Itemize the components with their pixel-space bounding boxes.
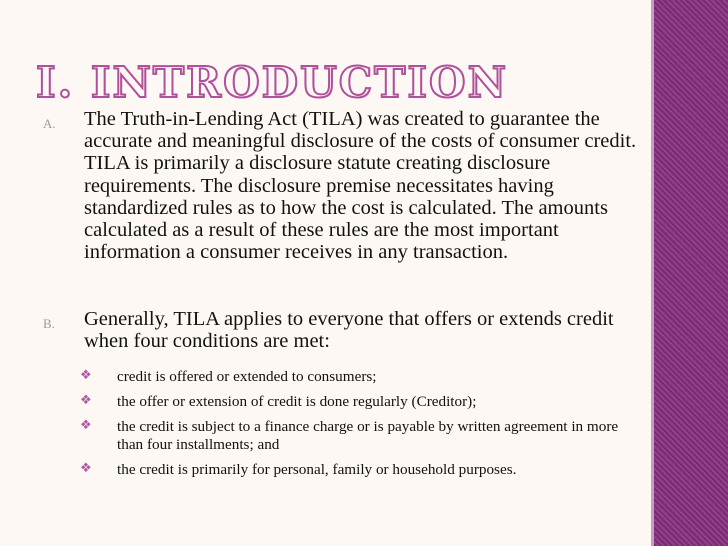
slide-title: I. INTRODUCTION: [36, 58, 509, 107]
diamond-bullet-icon: ❖: [80, 418, 92, 433]
sub-list-item-1-text: credit is offered or extended to consumers;: [117, 368, 377, 385]
diamond-bullet-icon: ❖: [80, 393, 92, 408]
sub-list-item-3-text: the credit is subject to a finance charge or is payable by written agreement in more than four installments; and: [117, 418, 619, 453]
side-band-edge: [651, 0, 654, 546]
list-item-b-text: Generally, TILA applies to everyone that offers or extends credit when four conditions are met:: [84, 308, 614, 353]
sub-list-item-2-text: the offer or extension of credit is done regularly (Creditor);: [117, 393, 477, 410]
side-decorative-band: [654, 0, 728, 546]
list-marker-b: B.: [43, 316, 55, 331]
sub-list-item-4-text: the credit is primarily for personal, family or household purposes.: [117, 461, 517, 478]
diamond-bullet-icon: ❖: [80, 368, 92, 383]
list-item-a-text: The Truth-in-Lending Act (TILA) was created to guarantee the accurate and meaningful disclosure of the costs of consumer credit. TILA is primarily a disclosure statute creating disclosure requirements. The disclosure premise necessitates having standardized rules as to how the cost is calculated. The amounts calculated as a result of these rules are the most important information a consumer receives in any transaction.: [84, 108, 637, 264]
list-marker-a: A.: [43, 116, 56, 131]
diamond-bullet-icon: ❖: [80, 461, 92, 476]
